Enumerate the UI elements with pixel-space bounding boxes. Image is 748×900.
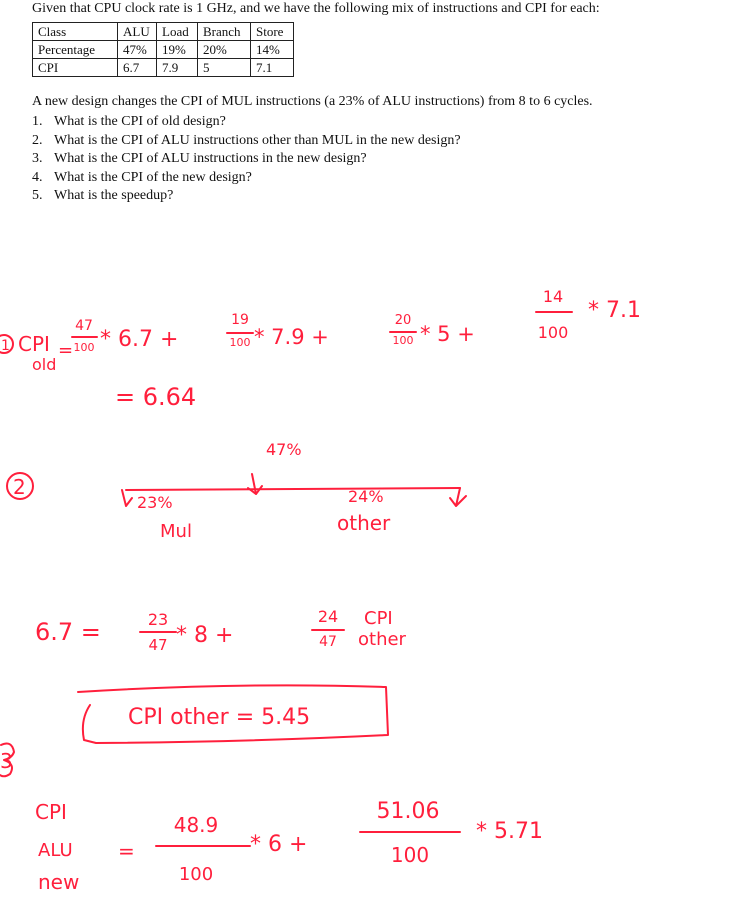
- fraction-numerator: 14: [542, 287, 564, 306]
- fraction-denominator: 100: [392, 334, 414, 347]
- split-line: [126, 488, 460, 490]
- term-text: * 6.7 +: [100, 327, 179, 352]
- header-cell: Branch: [198, 23, 251, 41]
- fraction-denominator: 100: [229, 336, 251, 349]
- term-text: * 5.71: [476, 819, 543, 844]
- new-label: new: [38, 870, 80, 894]
- question-number: 2.: [32, 132, 43, 148]
- boxed-answer: CPI other = 5.45: [128, 705, 311, 730]
- question-number: 3.: [32, 151, 43, 166]
- question-number: 5.: [32, 188, 43, 203]
- cpi-label: CPI: [35, 800, 67, 824]
- other-percentage: 24%: [348, 487, 384, 506]
- other-label: other: [358, 629, 406, 650]
- table-cell: 14%: [251, 41, 294, 59]
- solution-1: [0, 287, 641, 411]
- fraction-denominator: 100: [537, 323, 569, 342]
- fraction-denominator: 100: [390, 843, 430, 867]
- solution-2: [7, 440, 466, 743]
- fraction-numerator: 24: [317, 607, 339, 626]
- total-alu-percentage: 47%: [266, 440, 302, 459]
- table-cell: 7.1: [251, 59, 294, 77]
- step-number: 3: [0, 749, 13, 773]
- question-text: What is the CPI of old design?: [54, 114, 226, 129]
- arrow-down-icon: [450, 488, 466, 506]
- question-number: 4.: [32, 169, 43, 185]
- question-text: What is the CPI of ALU instructions in the new design?: [54, 151, 367, 166]
- intro-text: Given that CPU clock rate is 1 GHz, and we have the following mix of instructions and CPI for each:: [32, 1, 600, 16]
- cpi-label: CPI: [18, 332, 50, 356]
- fraction-numerator: 51.06: [376, 799, 440, 824]
- fraction-numerator: 23: [147, 610, 169, 629]
- question-number: 1.: [32, 114, 43, 129]
- question-text: What is the CPI of the new design?: [54, 169, 252, 185]
- old-subscript: old: [32, 355, 57, 374]
- table-cell: 47%: [118, 41, 157, 59]
- header-cell: Load: [157, 23, 198, 41]
- fraction-numerator: 48.9: [173, 813, 219, 837]
- term-text: * 7.9 +: [254, 325, 329, 349]
- table-cell: 5: [198, 59, 251, 77]
- fraction-denominator: 47: [148, 636, 168, 654]
- fraction-denominator: 100: [73, 341, 95, 354]
- header-cell: Store: [251, 23, 294, 41]
- term-text: * 8 +: [176, 623, 234, 648]
- fraction-denominator: 100: [178, 864, 214, 885]
- term-text: * 5 +: [420, 322, 475, 346]
- equals-sign: =: [58, 340, 74, 361]
- mul-label: Mul: [160, 521, 192, 542]
- step-number: 1: [1, 338, 10, 354]
- alu-cpi-lhs: 6.7 =: [35, 618, 101, 646]
- term-text: * 7.1: [588, 298, 641, 323]
- term-text: * 6 +: [250, 832, 308, 857]
- table-cell: 19%: [157, 41, 198, 59]
- arrow-down-icon: [122, 490, 132, 506]
- equals-sign: =: [118, 839, 135, 863]
- header-cell: ALU: [118, 23, 157, 41]
- arrow-down-icon: [248, 474, 262, 494]
- table-cell: 20%: [198, 41, 251, 59]
- result-old-cpi: = 6.64: [115, 383, 197, 411]
- problem-statement: A new design changes the CPI of MUL instructions (a 23% of ALU instructions) from 8 to 6 cycles.: [32, 94, 593, 109]
- alu-label: ALU: [38, 840, 73, 861]
- question-text: What is the speedup?: [54, 188, 174, 203]
- question-text: What is the CPI of ALU instructions other than MUL in the new design?: [54, 132, 461, 148]
- header-cell: Class: [33, 23, 118, 41]
- fraction-denominator: 47: [319, 634, 337, 650]
- table-cell: Percentage: [33, 41, 118, 59]
- fraction-numerator: 20: [394, 313, 412, 328]
- table-cell: 7.9: [157, 59, 198, 77]
- fraction-numerator: 19: [231, 312, 249, 328]
- mul-percentage: 23%: [137, 493, 173, 512]
- fraction-numerator: 47: [75, 318, 93, 334]
- table-cell: CPI: [33, 59, 118, 77]
- table-cell: 6.7: [118, 59, 157, 77]
- solution-3: [0, 744, 543, 894]
- step-number: 2: [13, 475, 26, 499]
- other-label: other: [337, 511, 391, 535]
- cpi-label: CPI: [364, 608, 393, 629]
